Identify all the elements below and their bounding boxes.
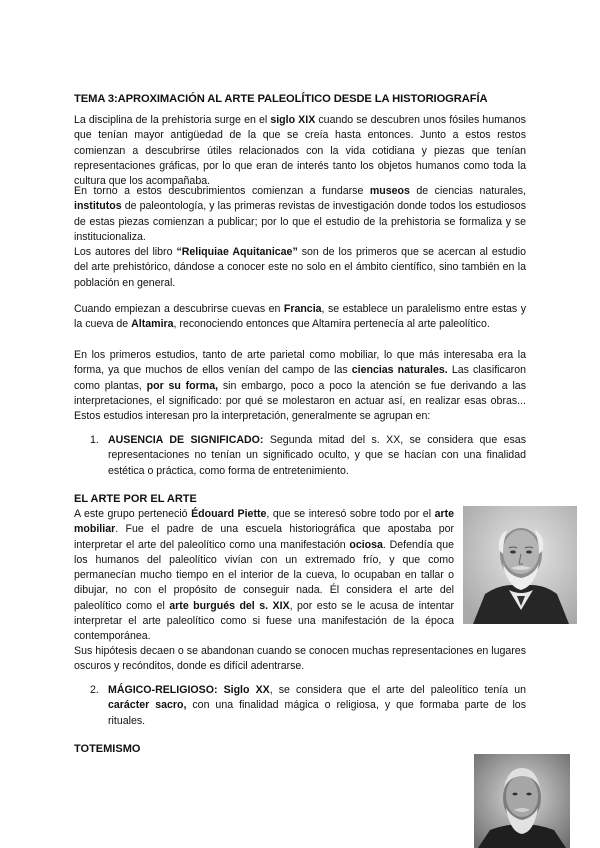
text-run: En los primeros estudios, tanto de arte parietal como mobiliar, lo que más interesaba era la forma, ya que muchos de ellos venían del campo de las	[74, 349, 526, 377]
bold-run: “Reliquiae Aquitanicae”	[176, 246, 298, 258]
paragraph-institutions	[74, 184, 526, 245]
bold-run: museos	[369, 185, 410, 197]
text-run: de paleontología, y las primeras revistas de investigación donde todos los estudiosos de estas piezas comienzan a publicar; por lo que el estudio de la prehistoria se formaliza y se institucionaliza.	[74, 200, 526, 243]
bold-run: AUSENCIA DE SIGNIFICADO:	[108, 434, 264, 446]
text-run: Segunda mitad del s. XX, se considera que esas representaciones no tenían un significado oculto, y que se hacían con una finalidad estética o práctica, como forma de entretenimiento.	[108, 434, 526, 477]
bold-run: ciencias naturales.	[351, 364, 448, 377]
paragraph-reliquiae	[74, 245, 526, 291]
text-run: . Defendía que los humanos del paleolítico vivían con un extremado frío, y que como permanecían mucho tiempo en el interior de la cueva, lo ocupaban en tallar o dibujar, no con el propósito de conseguir nada. Él considera el arte del paleolítico como el	[74, 538, 454, 612]
text-run: , por esto se le acusa de intentar interpretar el arte paleolítico como si fuese una manifestación de la época contemporánea.	[74, 599, 455, 643]
list-number: 2.	[90, 684, 99, 696]
bold-run: MÁGICO-RELIGIOSO:	[108, 684, 218, 696]
bold-run: Siglo XX	[223, 684, 270, 696]
list-number: 1.	[90, 434, 99, 446]
text-run: cuando se descubren unos fósiles humanos que tenían mayor antigüedad de la que se creía hasta entonces. Junto a estos restos comienzan a descubrirse útiles relacionados con la vida cotidiana y piezas que tenían representaciones gráficas, por lo que eran de interés tanto los objetos humanos como toda la cultura que los acompañaba.	[74, 114, 526, 188]
text-run: sin embargo, poco a poco la atención se fue derivando a las interpretaciones, el significado: por qué se molestaron en actuar así, en realizar esas obras... Estos estudios interesan pro la interpretación, generalmente se agrupan en:	[74, 379, 526, 423]
bold-run: carácter sacro,	[108, 699, 187, 712]
text-run: son de los primeros que se acercan al estudio del arte prehistórico, dándose a conocer este no solo en el ámbito científico, sino también en la población en general.	[74, 246, 526, 289]
text-run: En torno a estos descubrimientos comienzan a fundarse	[74, 185, 370, 197]
text-run: Los autores del libro	[74, 246, 177, 258]
page-title: TEMA 3:APROXIMACIÓN AL ARTE PALEOLÍTICO DESDE LA HISTORIOGRAFÍA	[74, 93, 488, 105]
list-item-text	[108, 433, 526, 479]
text-run: Las clasificaron como plantas,	[74, 364, 526, 392]
bold-run: siglo XIX	[270, 114, 316, 126]
bold-run: Francia	[283, 303, 322, 315]
bold-run: arte mobiliar	[74, 508, 454, 536]
paragraph-francia	[74, 302, 526, 333]
text-run: . Fue el padre de una escuela historiográfica que apostaba por interpretar el arte del paleolítico como una manifestación	[74, 523, 454, 551]
paragraph-origins	[74, 113, 526, 189]
bold-run: institutos	[74, 200, 122, 213]
text-run: La disciplina de la prehistoria surge en el	[74, 114, 271, 126]
portrait-piette-drawing	[463, 506, 577, 624]
portrait-piette	[463, 506, 577, 624]
paragraph-first-studies	[74, 348, 526, 424]
text-run: , reconociendo entonces que Altamira pertenecía al arte paleolítico.	[173, 318, 490, 331]
list-item-magico-religioso	[90, 683, 526, 729]
text-run: de ciencias naturales,	[409, 185, 526, 197]
text-run: , se considera que el arte del paleolítico tenía un	[269, 684, 526, 696]
bold-run: por su forma,	[146, 379, 219, 392]
text-run: A este grupo perteneció	[74, 508, 192, 520]
portrait-totemismo-drawing	[474, 754, 570, 848]
heading-totemismo: TOTEMISMO	[74, 743, 141, 755]
paragraph-hypotheses: Sus hipótesis decaen o se abandonan cuando se conocen muchas representaciones en lugares oscuros y recónditos, donde es difícil adentrarse.	[74, 645, 526, 673]
bold-run: arte burgués del s. XIX	[169, 599, 290, 612]
text-run: Cuando empiezan a descubrirse cuevas en	[74, 303, 284, 315]
portrait-totemismo	[474, 754, 570, 848]
list-item-ausencia	[90, 433, 526, 479]
bold-run: ociosa	[349, 538, 383, 551]
bold-run: Altamira	[131, 318, 174, 331]
text-run: , que se interesó sobre todo por el	[266, 508, 435, 520]
heading-arte-por-el-arte: EL ARTE POR EL ARTE	[74, 493, 197, 505]
list-item-text	[108, 683, 526, 729]
text-run: , se establece un paralelismo entre estas y la cueva de	[74, 303, 526, 331]
bold-run: Édouard Piette	[191, 508, 267, 520]
paragraph-piette	[74, 507, 454, 645]
text-run: con una finalidad mágica o religiosa, y que formaba parte de los rituales.	[108, 699, 526, 727]
